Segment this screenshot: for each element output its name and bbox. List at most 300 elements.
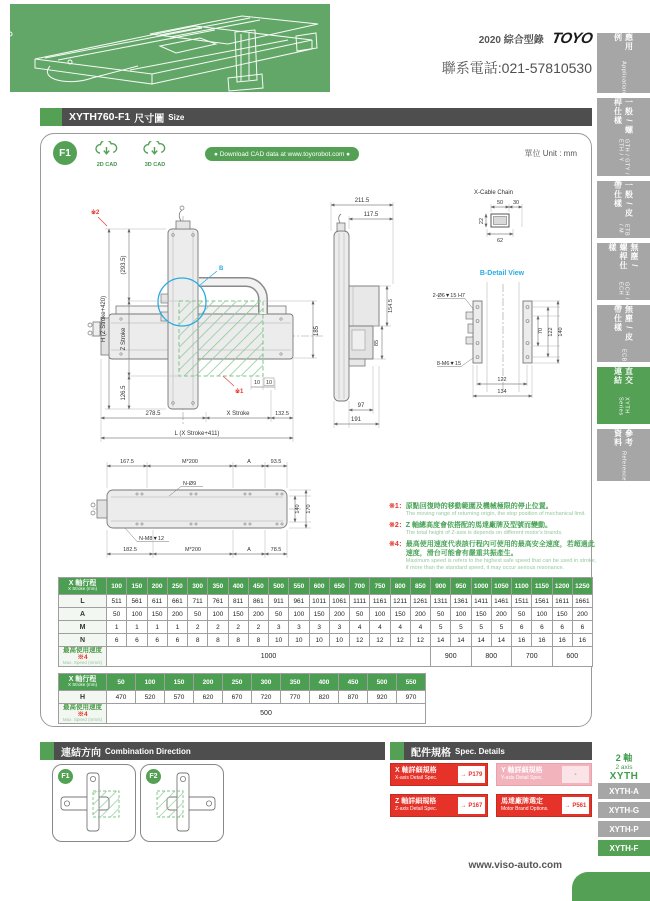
table-cell: 661 [167, 595, 187, 608]
sidebar-tab-3[interactable] [597, 181, 650, 238]
stroke-value-cell: 250 [223, 674, 252, 691]
max-speed-value-cell: 600 [552, 647, 593, 667]
table-cell: 8 [228, 634, 248, 647]
model-name: XYTH760-F1 [69, 111, 131, 123]
side-w1-dim: 211.5 [354, 198, 370, 204]
spec-item-en: Motor Brand Options. [501, 806, 549, 813]
section-title-bar [40, 108, 592, 126]
max-speed-value-cell: 1000 [107, 647, 431, 667]
max-speed-value-cell: 900 [431, 647, 472, 667]
note-body [406, 502, 586, 518]
table-cell: 8 [208, 634, 228, 647]
cad-2d-label: 2D CAD [96, 162, 118, 168]
front-b2-dim: X Stroke [226, 411, 250, 417]
table-cell: 100 [532, 608, 552, 621]
note-en: The moving range of returning origin, the stop position of mechanical limit. [405, 511, 586, 518]
sidebar-tab-zh: 一般 / 皮帶仕樣 [613, 181, 634, 218]
table-cell: 2 [188, 621, 208, 634]
note-en: Maximum speed is refers to the highest safe speed that can be used in stroke, if more than the standard speed, it may occur serious resonance. [405, 558, 597, 571]
table-cell: 6 [167, 634, 187, 647]
note-zh: Z 軸總高度會依搭配的馬達廠牌及型號而變動。 [405, 521, 552, 529]
table-cell: 770 [281, 691, 310, 704]
table-cell: 6 [532, 621, 552, 634]
sidebar-tab-4[interactable] [597, 243, 650, 300]
stroke-value-cell: 900 [431, 578, 451, 595]
cad-3d-label: 3D CAD [144, 162, 166, 168]
table-cell: 470 [107, 691, 136, 704]
sidebar-tabs [597, 33, 650, 481]
b-detail-title: B-Detail View [479, 270, 525, 277]
table-cell: 1311 [431, 595, 451, 608]
table-cell: 100 [289, 608, 309, 621]
front-seg3-dim: 126.5 [121, 385, 127, 401]
table-cell: 16 [512, 634, 532, 647]
table-cell: 150 [228, 608, 248, 621]
spec-item-page-chip[interactable]: → P561 [562, 797, 589, 814]
row-label-M: M [59, 621, 107, 634]
table-cell: 100 [208, 608, 228, 621]
note-en: The total height of Z-axis is depends on different motor's brands. [405, 530, 563, 537]
spec-item-3[interactable] [390, 794, 488, 817]
sidebar-tab-5[interactable] [597, 305, 650, 362]
front-ten2-dim: 10 [265, 380, 273, 386]
table-cell: 1161 [370, 595, 390, 608]
table-cell: 1611 [552, 595, 572, 608]
table-cell: 1561 [532, 595, 552, 608]
max-speed-value-cell: 800 [471, 647, 512, 667]
gantry-wireframe [10, 4, 330, 92]
spec-item-page-chip: - [562, 766, 589, 783]
table-cell: 6 [552, 621, 572, 634]
cable-bottom-dim: 62 [496, 238, 504, 244]
series-name: XYTH [609, 771, 639, 782]
table-cell: 50 [512, 608, 532, 621]
note-3 [389, 540, 597, 572]
table-cell: 6 [572, 621, 592, 634]
spec-items-grid [390, 763, 592, 817]
stroke-value-cell: 1050 [491, 578, 511, 595]
dimension-notes [389, 502, 597, 575]
sidebar-tab-en: GTH / GTY / ETH / Y [617, 139, 630, 176]
table-cell: 911 [269, 595, 289, 608]
table-cell: 2 [228, 621, 248, 634]
table-cell: 100 [451, 608, 471, 621]
spec-item-page-chip[interactable]: → P179 [458, 766, 485, 783]
note-body [406, 540, 597, 572]
note-2 [389, 521, 597, 537]
stroke-value-cell: 1200 [552, 578, 572, 595]
combination-direction-bar [40, 742, 385, 760]
table-cell: 16 [532, 634, 552, 647]
b-detail-140-dim: 140 [558, 327, 564, 337]
z-stroke-table [58, 673, 426, 724]
max-speed-mark: ※4 [77, 654, 88, 662]
table-cell: 150 [147, 608, 167, 621]
spec-green-square [390, 742, 404, 760]
table-cell: 6 [107, 634, 127, 647]
sidebar-tab-zh: 應用例 [613, 33, 634, 51]
table-cell: 200 [491, 608, 511, 621]
sidebar-tab-zh: 無塵 / 皮帶仕樣 [613, 305, 634, 342]
b-detail-view [433, 270, 564, 398]
xyth-tab-xyth-f[interactable]: XYTH-F [598, 840, 650, 856]
b-detail-122v-dim: 122 [548, 327, 554, 337]
cable-chain-title: X-Cable Chain [474, 190, 514, 196]
table-cell: 1061 [329, 595, 349, 608]
front-b3-dim: 132.5 [275, 411, 289, 417]
stroke-value-cell: 950 [451, 578, 471, 595]
spec-item-page-chip[interactable]: → P167 [458, 797, 485, 814]
cable-right-dim: 30 [512, 200, 520, 206]
table-cell: 1 [167, 621, 187, 634]
stroke-value-cell: 200 [147, 578, 167, 595]
stroke-value-cell: 100 [107, 578, 127, 595]
table-cell: 4 [390, 621, 410, 634]
xyth-tab-xyth-a[interactable]: XYTH-A [598, 783, 650, 799]
stroke-header-zh: X 軸行程 [68, 579, 97, 587]
spec-item-4[interactable] [496, 794, 592, 817]
stroke-header-en: X Stroke (mm) [67, 586, 97, 592]
table-cell: 1 [147, 621, 167, 634]
stroke-value-cell: 550 [397, 674, 426, 691]
stroke-header-en: X Stroke (mm) [67, 682, 97, 688]
table-cell: 1261 [410, 595, 430, 608]
max-speed-value-cell: 700 [512, 647, 553, 667]
contact-phone: 聯系電話:021-57810530 [441, 60, 592, 76]
spec-item-zh: Y 軸詳細規格 [501, 767, 543, 774]
table-cell: 4 [350, 621, 370, 634]
table-cell: 200 [167, 608, 187, 621]
xyth-tab-xyth-g[interactable]: XYTH-G [598, 802, 650, 818]
table-cell: 6 [147, 634, 167, 647]
table-cell: 6 [512, 621, 532, 634]
sidebar-tab-en: GCH / ECH [617, 281, 630, 300]
sidebar-tab-en: ECB [620, 349, 627, 362]
table-cell: 761 [208, 595, 228, 608]
series-label-block [598, 751, 650, 782]
front-h-dim: H (Z Stroke+420) [101, 295, 107, 343]
sidebar-tab-2[interactable] [597, 98, 650, 176]
stroke-value-cell: 600 [309, 578, 329, 595]
table-cell: 16 [572, 634, 592, 647]
table-cell: 150 [390, 608, 410, 621]
stroke-value-cell: 400 [228, 578, 248, 595]
stroke-value-cell: 450 [339, 674, 368, 691]
stroke-value-cell: 450 [248, 578, 268, 595]
table-cell: 870 [339, 691, 368, 704]
max-speed-label-cell [59, 704, 107, 724]
title-green-square [40, 108, 62, 126]
spec-item-zh: X 軸詳細規格 [395, 767, 437, 774]
front-seg1-dim: (293.5) [121, 255, 127, 275]
max-speed-en: Max. Speed (mm/s) [62, 660, 103, 666]
table-cell: 511 [107, 595, 127, 608]
table-cell: 50 [269, 608, 289, 621]
sidebar-tab-en: XYTH Series [617, 396, 630, 416]
table-cell: 4 [410, 621, 430, 634]
sidebar-tab-zh: 直交連結 [613, 367, 634, 385]
title-en: Size [168, 112, 185, 122]
stroke-value-cell: 850 [410, 578, 430, 595]
z-stroke-table-wrap [58, 673, 426, 724]
title-zh: 尺寸圖 [134, 113, 165, 125]
sidebar-tab-en: Reference [620, 451, 627, 481]
table-cell: 1 [107, 621, 127, 634]
stroke-value-cell: 750 [370, 578, 390, 595]
table-cell: 5 [471, 621, 491, 634]
note-zh: 最高使用速度代表該行程內可使用的最高安全速度，若超過此速度，滑台可能會有嚴重共振產生。 [405, 540, 595, 558]
stroke-value-cell: 150 [127, 578, 147, 595]
stroke-value-cell: 500 [269, 578, 289, 595]
side-r2-dim: 85 [374, 339, 380, 347]
table-cell: 100 [370, 608, 390, 621]
table-cell: 3 [329, 621, 349, 634]
max-speed-label-cell [59, 647, 107, 667]
catalog-year-label: 2020 綜合型錄 [478, 35, 544, 46]
sidebar-tab-en: ETB / M [617, 223, 630, 236]
note-mark: ※1： [389, 503, 406, 510]
stroke-value-cell: 300 [188, 578, 208, 595]
table-cell: 4 [370, 621, 390, 634]
catalog-brand-line [430, 30, 592, 47]
xyth-tab-xyth-p[interactable]: XYTH-P [598, 821, 650, 837]
spec-title-zh: 配件規格 [411, 747, 451, 759]
axis-count-zh: 2 軸 [615, 753, 633, 763]
table-cell: 8 [248, 634, 268, 647]
side-b2-dim: 191 [350, 417, 362, 423]
table-cell: 1461 [491, 595, 511, 608]
table-cell: 10 [329, 634, 349, 647]
table-cell: 1 [127, 621, 147, 634]
stroke-header-zh: X 軸行程 [68, 675, 97, 683]
spec-item-zh: 馬達廠牌選定 [501, 798, 543, 805]
table-cell: 1661 [572, 595, 592, 608]
combination-title-en: Combination Direction [105, 746, 191, 756]
b-detail-122h-dim: 122 [497, 377, 507, 383]
table-cell: 5 [431, 621, 451, 634]
sidebar-tab-7[interactable] [597, 429, 650, 481]
row-label-L: L [59, 595, 107, 608]
stroke-value-cell: 700 [350, 578, 370, 595]
table-cell: 3 [309, 621, 329, 634]
bottom-n-hole-label: N-Ø9 [183, 481, 197, 487]
row-label-N: N [59, 634, 107, 647]
note-zh: 原點回復時的移動範圍及機械極限的停止位置。 [405, 503, 553, 510]
table-cell: 1011 [309, 595, 329, 608]
front-view [88, 206, 323, 442]
note-1 [389, 502, 597, 518]
download-cad-pill[interactable]: ● Download CAD data at www.toyorobot.com ● [205, 147, 359, 161]
stroke-value-cell: 1150 [532, 578, 552, 595]
spec-item-en: Z-axis Detail Spec. [395, 806, 437, 813]
bottom-view [91, 459, 312, 558]
sidebar-tab-zh: 參考資料 [613, 429, 634, 447]
table-cell: 200 [410, 608, 430, 621]
combination-f2-box [140, 764, 224, 842]
table-cell: 50 [107, 608, 127, 621]
website-url: www.viso-auto.com [468, 860, 562, 871]
gantry-illustration [10, 4, 330, 92]
stroke-value-cell: 500 [368, 674, 397, 691]
spec-item-2[interactable] [496, 763, 592, 786]
table-cell: 200 [329, 608, 349, 621]
table-cell: 2 [248, 621, 268, 634]
table-cell: 620 [194, 691, 223, 704]
table-cell: 16 [552, 634, 572, 647]
table-cell: 3 [289, 621, 309, 634]
f2-circle-badge: F2 [146, 769, 161, 784]
sidebar-tab-6[interactable] [597, 367, 650, 424]
stroke-value-cell: 800 [390, 578, 410, 595]
table-cell: 1411 [471, 595, 491, 608]
table-cell: 561 [127, 595, 147, 608]
stroke-value-cell: 150 [165, 674, 194, 691]
b-detail-70-dim: 70 [538, 327, 544, 335]
table-cell: 12 [350, 634, 370, 647]
stroke-value-cell: 400 [310, 674, 339, 691]
stroke-value-cell: 550 [289, 578, 309, 595]
front-total-dim: L (X Stroke+411) [174, 431, 220, 437]
row-label-A: A [59, 608, 107, 621]
table-cell: 12 [370, 634, 390, 647]
stroke-header-cell [59, 674, 107, 691]
table-cell: 820 [310, 691, 339, 704]
front-mark1-label: ※1 [235, 389, 244, 395]
dimension-diagram-box [40, 133, 597, 727]
stroke-value-cell: 350 [208, 578, 228, 595]
bottom-t4-dim: 93.5 [270, 459, 282, 465]
side-view [331, 198, 394, 428]
stroke-value-cell: 250 [167, 578, 187, 595]
table-cell: 8 [188, 634, 208, 647]
table-cell: 811 [228, 595, 248, 608]
note-body [406, 521, 563, 537]
bottom-t2-dim: M*200 [182, 459, 198, 465]
table-cell: 5 [451, 621, 471, 634]
max-speed-zh: 最高使用速度 ※4 [63, 704, 102, 719]
sidebar-tab-1[interactable] [597, 33, 650, 93]
table-cell: 1111 [350, 595, 370, 608]
max-speed-value-cell: 500 [107, 704, 426, 724]
table-cell: 50 [188, 608, 208, 621]
front-b-label: B [219, 266, 224, 272]
sidebar-tab-zh: 無塵 / 螺桿仕樣 [608, 243, 639, 270]
x-stroke-table [58, 577, 593, 667]
unit-label: 單位 Unit : mm [524, 149, 577, 158]
side-b1-dim: 97 [357, 403, 365, 409]
note-mark: ※4： [389, 540, 406, 548]
bottom-m8-label: N-M8▼12 [139, 536, 165, 542]
table-cell: 570 [165, 691, 194, 704]
front-185-dim: 185 [314, 325, 320, 337]
cable-top-dim: 50 [496, 200, 504, 206]
table-cell: 50 [431, 608, 451, 621]
table-cell: 970 [397, 691, 426, 704]
f1-badge: F1 [53, 141, 77, 165]
stroke-value-cell: 100 [136, 674, 165, 691]
cable-left-dim: 22 [479, 217, 485, 225]
row-label-H: H [59, 691, 107, 704]
b-detail-holes2-label: 8-M6▼15 [436, 361, 461, 367]
table-cell: 150 [552, 608, 572, 621]
combination-title-zh: 連結方向 [61, 747, 101, 759]
stroke-header-cell [59, 578, 107, 595]
stroke-value-cell: 350 [281, 674, 310, 691]
table-cell: 611 [147, 595, 167, 608]
sidebar-tab-zh: 一般 / 螺桿仕樣 [613, 98, 634, 135]
table-cell: 14 [431, 634, 451, 647]
table-cell: 670 [223, 691, 252, 704]
spec-item-1[interactable] [390, 763, 488, 786]
table-cell: 150 [309, 608, 329, 621]
cable-chain-detail [474, 190, 522, 244]
table-cell: 14 [451, 634, 471, 647]
table-cell: 3 [269, 621, 289, 634]
spec-title-en: Spec. Details [455, 746, 505, 756]
side-r1-dim: 154.5 [388, 299, 394, 313]
table-cell: 2 [208, 621, 228, 634]
table-cell: 1511 [512, 595, 532, 608]
bottom-140-dim: 140 [295, 504, 301, 514]
table-cell: 6 [127, 634, 147, 647]
stroke-value-cell: 1250 [572, 578, 592, 595]
x-stroke-table-wrap [58, 577, 593, 667]
spec-item-en: Y-axis Detail Spec. [501, 775, 543, 782]
stroke-value-cell: 50 [107, 674, 136, 691]
bottom-t3-dim: A [247, 459, 251, 465]
table-cell: 720 [252, 691, 281, 704]
b-detail-holes1-label: 2-Ø6▼15 H7 [432, 293, 465, 299]
table-cell: 961 [289, 595, 309, 608]
stroke-value-cell: 1100 [512, 578, 532, 595]
table-cell: 200 [572, 608, 592, 621]
front-seg2-dim: Z Stroke [121, 327, 127, 351]
table-cell: 1211 [390, 595, 410, 608]
xyth-model-tabs [598, 783, 650, 856]
table-cell: 1361 [451, 595, 471, 608]
max-speed-zh: 最高使用速度 ※4 [63, 647, 102, 662]
table-cell: 100 [127, 608, 147, 621]
bottom-b3-dim: A [247, 547, 251, 553]
sidebar-tab-en: Application [620, 60, 627, 93]
b-detail-134-dim: 134 [497, 389, 507, 395]
bottom-t1-dim: 167.5 [120, 459, 134, 465]
table-cell: 711 [188, 595, 208, 608]
table-cell: 150 [471, 608, 491, 621]
combination-f1-box [52, 764, 136, 842]
front-mark2-label: ※2 [91, 210, 100, 216]
f1-circle-badge: F1 [58, 769, 73, 784]
table-cell: 12 [410, 634, 430, 647]
table-cell: 861 [248, 595, 268, 608]
table-cell: 200 [248, 608, 268, 621]
table-cell: 14 [491, 634, 511, 647]
table-cell: 10 [269, 634, 289, 647]
table-cell: 920 [368, 691, 397, 704]
bottom-170-dim: 170 [306, 504, 312, 514]
note-mark: ※2： [389, 521, 406, 529]
bottom-b2-dim: M*200 [185, 547, 201, 553]
front-ten1-dim: 10 [253, 380, 261, 386]
max-speed-en: Max. Speed (mm/s) [62, 717, 103, 723]
table-cell: 10 [289, 634, 309, 647]
stroke-value-cell: 200 [194, 674, 223, 691]
toyo-logo: TOYO [550, 30, 594, 47]
spec-item-zh: Z 軸詳細規格 [395, 798, 437, 805]
stroke-value-cell: 1000 [471, 578, 491, 595]
table-cell: 50 [350, 608, 370, 621]
combination-green-square [40, 742, 54, 760]
